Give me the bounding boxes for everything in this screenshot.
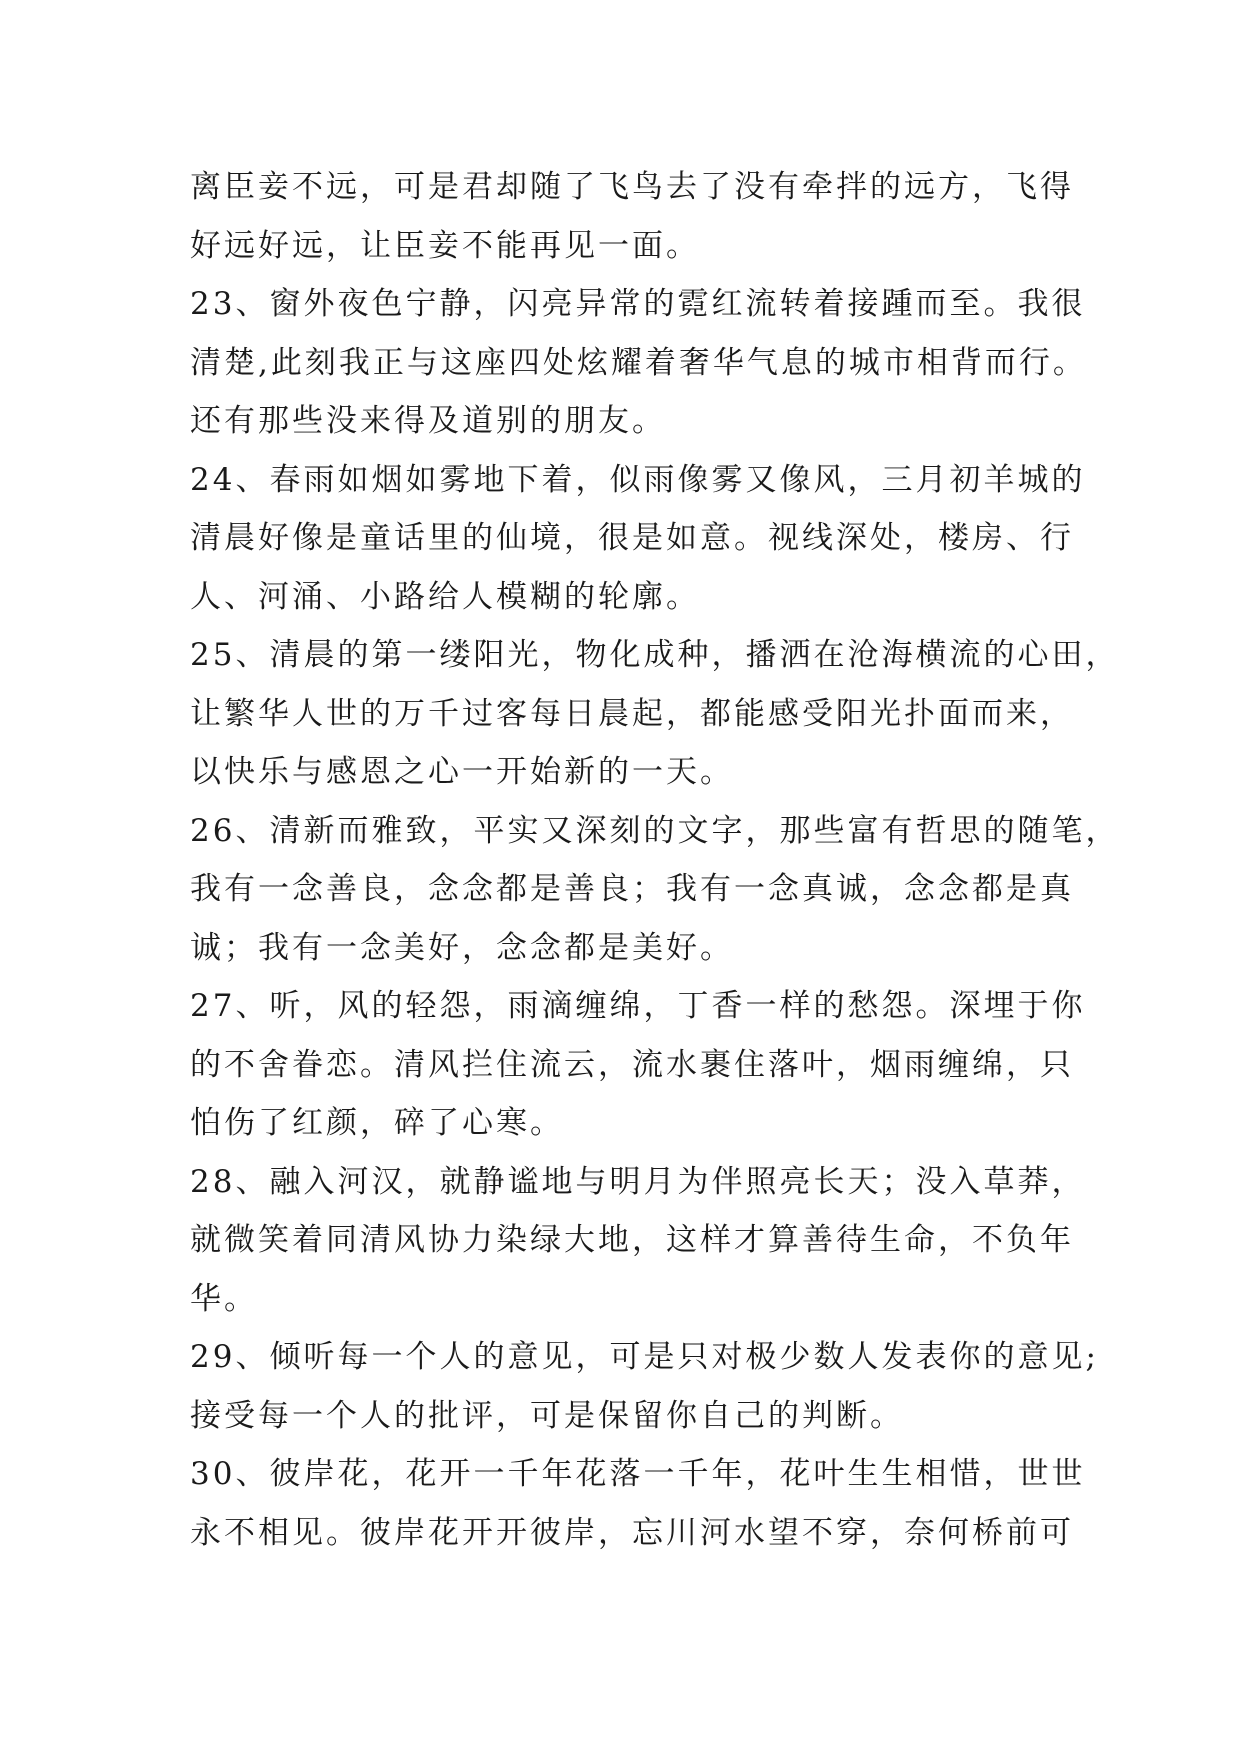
- text-line: 接受每一个人的批评，可是保留你自己的判断。: [190, 1397, 904, 1434]
- text-line: 29、倾听每一个人的意见，可是只对极少数人发表你的意见;: [190, 1339, 1099, 1375]
- text-line: 人、河涌、小路给人模糊的轮廓。: [190, 578, 700, 615]
- text-line: 26、清新而雅致，平实又深刻的文字，那些富有哲思的随笔，: [190, 812, 1120, 849]
- text-line: 清晨好像是童话里的仙境，很是如意。视线深处，楼房、行: [190, 520, 1074, 556]
- text-line: 让繁华人世的万千过客每日晨起，都能感受阳光扑面而来，: [190, 695, 1074, 732]
- text-line: 永不相见。彼岸花开开彼岸，忘川河水望不穿，奈何桥前可: [190, 1514, 1074, 1551]
- text-line: 就微笑着同清风协力染绿大地，这样才算善待生命，不负年: [190, 1222, 1074, 1258]
- text-line: 华。: [190, 1280, 258, 1317]
- text-line: 怕伤了红颜，碎了心寒。: [190, 1105, 564, 1141]
- text-line: 27、听，风的轻怨，雨滴缠绵，丁香一样的愁怨。深埋于你: [190, 988, 1086, 1024]
- text-line: 我有一念善良，念念都是善良；我有一念真诚，念念都是真: [190, 871, 1074, 907]
- text-line: 的不舍眷恋。清风拦住流云，流水裹住落叶，烟雨缠绵，只: [190, 1046, 1074, 1083]
- text-line: 28、融入河汉，就静谧地与明月为伴照亮长天；没入草莽，: [190, 1163, 1086, 1200]
- text-line: 24、春雨如烟如雾地下着，似雨像雾又像风，三月初羊城的: [190, 461, 1086, 498]
- text-line: 25、清晨的第一缕阳光，物化成种，播洒在沧海横流的心田，: [190, 637, 1120, 673]
- text-line: 23、窗外夜色宁静，闪亮异常的霓红流转着接踵而至。我很: [190, 286, 1086, 322]
- text-line: 还有那些没来得及道别的朋友。: [190, 403, 666, 439]
- document-body: [190, 158, 1120, 1562]
- text-line: 清楚,此刻我正与这座四处炫耀着奢华气息的城市相背而行。: [190, 344, 1087, 381]
- text-line: 诚；我有一念美好，念念都是美好。: [190, 929, 734, 966]
- text-line: 好远好远，让臣妾不能再见一面。: [190, 227, 700, 264]
- text-line: 离臣妾不远，可是君却随了飞鸟去了没有牵拌的远方，飞得: [190, 169, 1074, 205]
- text-line: 30、彼岸花，花开一千年花落一千年，花叶生生相惜，世世: [190, 1456, 1086, 1492]
- text-line: 以快乐与感恩之心一开始新的一天。: [190, 754, 734, 790]
